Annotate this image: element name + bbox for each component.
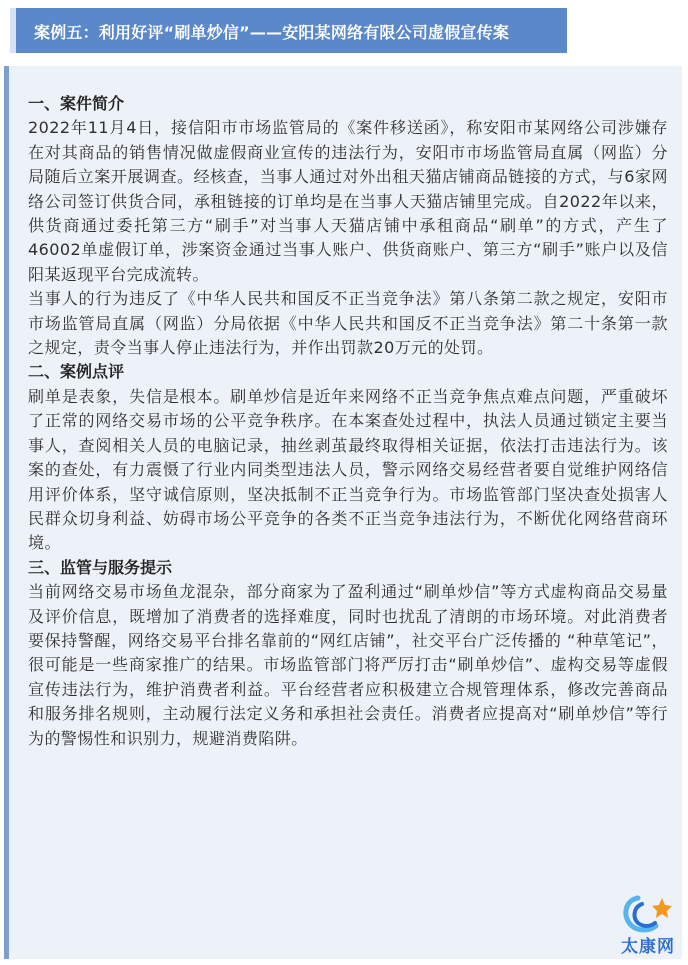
section-paragraph: 当事人的行为违反了《中华人民共和国反不正当竞争法》第八条第二款之规定，安阳市市场监管局直属（网监）分局依据《中华人民共和国反不正当竞争法》第二十条第一款之规定，责令当事人停止违法行为，并作出罚款20万元的处罚。: [28, 289, 668, 358]
section-paragraph: 当前网络交易市场鱼龙混杂，部分商家为了盈利通过“刷单炒信”等方式虚构商品交易量及评价信息，既增加了消费者的选择难度，同时也扰乱了清朗的市场环境。对此消费者要保持警醒，网络交易平台排名靠前的“网红店铺”，社交平台广泛传播的 “种草笔记”，很可能是一些商家推广的结果。市场监管部门将严厉打击“刷单炒信”、虚构交易等虚假宣传违法行为，维护消费者利益。平台经营者应积极建立合规管理体系，修改完善商品和服务排名规则，主动履行法定义务和承担社会责任。消费者应提高对“刷单炒信”等行为的警惕性和识别力，规避消费陷阱。: [28, 582, 668, 748]
case-title: 案例五：利用好评“刷单炒信”——安阳某网络有限公司虚假宣传案: [34, 23, 510, 42]
watermark-swirl-icon: [612, 892, 684, 936]
section-paragraph: 刷单是表象，失信是根本。刷单炒信是近年来网络不正当竞争焦点难点问题，严重破坏了正常的网络交易市场的公平竞争秩序。在本案查处过程中，执法人员通过锁定主要当事人，查阅相关人员的电脑记录，抽丝剥茧最终取得相关证据，依法打击违法行为。该案的查处，有力震慑了行业内同类型违法人员，警示网络交易经营者要自觉维护网络信用评价体系，坚守诚信原则，坚决抵制不正当竞争行为。市场监管部门坚决查处损害人民群众切身利益、妨碍市场公平竞争的各类不正当竞争违法行为，不断优化网络营商环境。: [28, 386, 668, 553]
article-body: [28, 92, 668, 751]
section-heading-case-review: 二、案例点评: [28, 362, 125, 382]
section-paragraph: 2022年11月4日，接信阳市市场监管局的《案件移送函》，称安阳市某网络公司涉嫌存在对其商品的销售情况做虚假商业宣传的违法行为，安阳市市场监管局直属（网监）分局随后立案开展调查。经核查，当事人通过对外出租天猫店铺商品链接的方式，与6家网络公司签订供货合同，承租链接的订单均是在当事人天猫店铺里完成。自2022年以来，供货商通过委托第三方“刷手”对当事人天猫店铺中承租商品“刷单”的方式，产生了46002单虚假订单，涉案资金通过当事人账户、供货商账户、第三方“刷手”账户以及信阳某返现平台完成流转。: [28, 118, 668, 284]
site-watermark-logo: [612, 892, 684, 960]
case-title-banner: [10, 8, 567, 53]
section-heading-regulatory-tips: 三、监管与服务提示: [28, 557, 173, 577]
section-heading-case-summary: 一、案件简介: [28, 94, 125, 113]
watermark-text: 太康网: [621, 937, 675, 957]
